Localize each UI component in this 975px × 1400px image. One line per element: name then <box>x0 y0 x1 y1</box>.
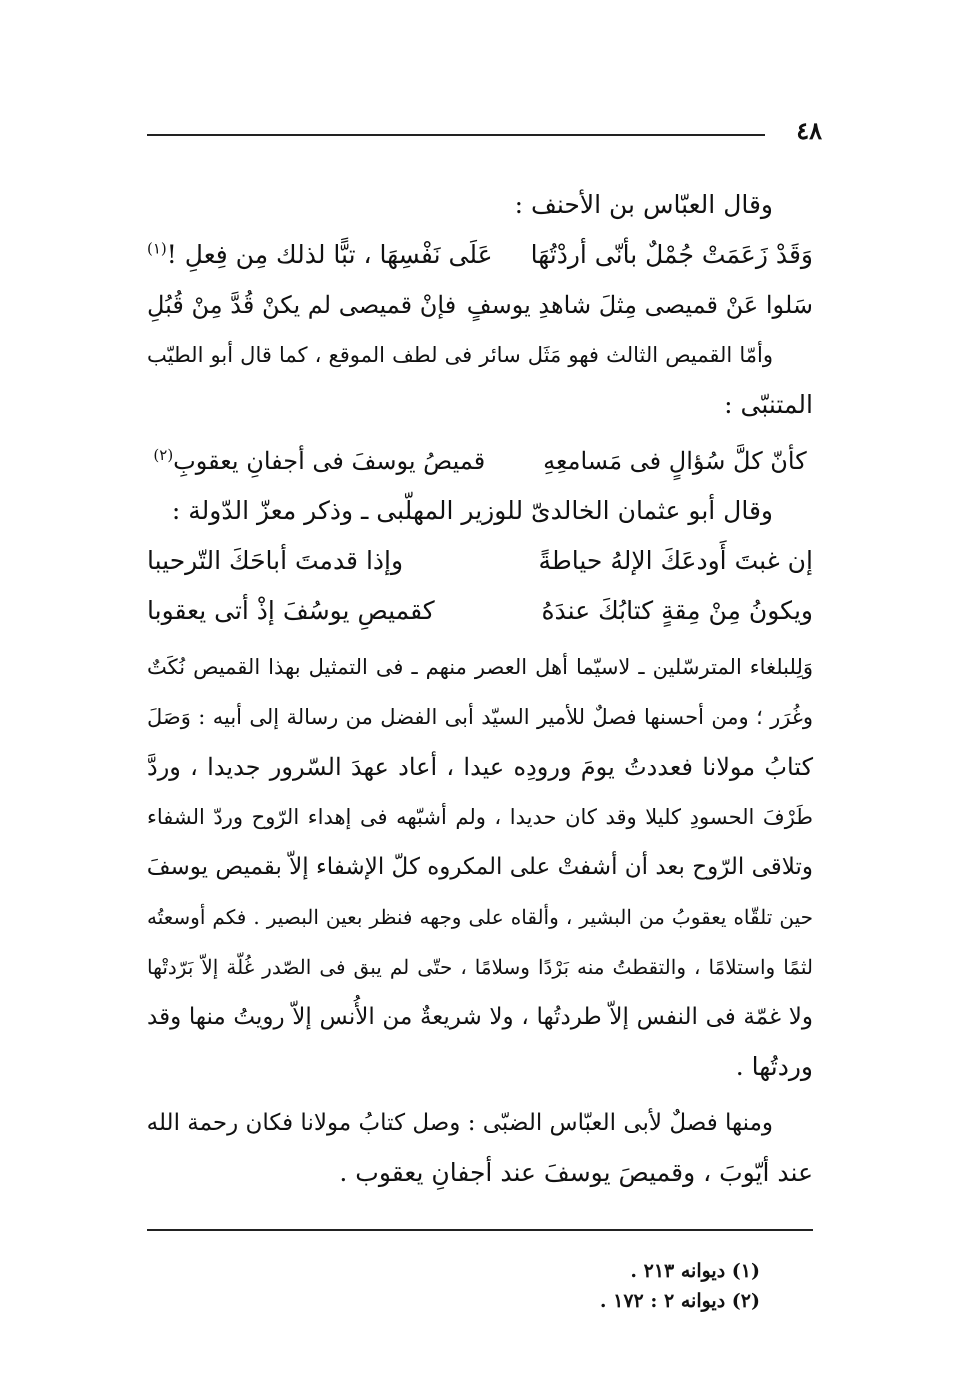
verse-hemistich: فإنْ قميصى لم يكنْ قُدَّ مِنْ قُبُلِ <box>147 291 457 319</box>
verse-text: عَلَى نَفْسِهَا ، تبًّا لذلك مِن فِعلِ ! <box>166 240 493 269</box>
page-number: ٤٨ <box>796 116 822 145</box>
paragraph-line: طَرْفَ الحسودِ كليلا وقد كان حديدا ، ولم أشبّهه فى إهداء الرّوح وردّ الشفاء <box>147 805 813 829</box>
footnotes <box>600 1256 760 1316</box>
page-body <box>147 180 813 1198</box>
footnote-ref: (١) <box>147 239 167 258</box>
footnote: (١) ديوانه ٢١٣ . <box>630 1260 760 1282</box>
verse-hemistich <box>153 436 485 486</box>
paragraph-line: المتنبّى : <box>724 390 813 419</box>
verse-hemistich: سَلوا عَنْ قميصى مِثلَ شاهدِ يوسفٍ <box>466 291 813 319</box>
verse-line <box>147 436 813 486</box>
paragraph-line: عند أيّوبَ ، وقميصَ يوسفَ عند أجفانِ يعقوب . <box>339 1158 813 1187</box>
verse-hemistich: كقميصِ يوسُفَ إذْ أتى يعقوبا <box>147 596 435 625</box>
paragraph-line: وأمّا القميص الثالث فهو مَثَل سائر فى لطف الموقع ، كما قال أبو الطيّب <box>147 343 773 367</box>
paragraph-line: كتابُ مولانا فعددتُ يومَ ورودِه عيدا ، أعاد عهدَ السّرور جديدا ، وردَّ <box>147 753 813 781</box>
footnote-ref: (٢) <box>153 446 174 464</box>
paragraph-line: وردتُها . <box>735 1052 813 1081</box>
verse-line <box>147 586 813 636</box>
paragraph-line: حين تلقّاه يعقوبُ من البشير ، وألقاه على وجهه فنظر بعين البصير . فكم أوسعتُه <box>147 905 813 929</box>
footnote-rule <box>147 1229 813 1231</box>
verse-hemistich: وإذا قدمتَ أباحَكَ التّرحيبا <box>147 546 404 575</box>
paragraph-line: وتلاقى الرّوح بعد أن أشفتْ على المكروه كلّ الإشفاء إلاّ بقميص يوسفَ <box>146 854 813 880</box>
verse-hemistich: ويكونُ مِنْ مِقةٍ كتابُكَ عندَهُ <box>541 596 813 625</box>
verse-hemistich: كأنّ كلَّ سُؤالٍ فى مَسامعِهِ <box>543 447 807 475</box>
paragraph-line: ومنها فصلٌ لأبى العبّاس الضبّى : وصل كتابُ مولانا فكان رحمة الله <box>146 1110 773 1136</box>
verse-intro: وقال أبو عثمان الخالدىّ للوزير المهلّبى ـ وذكر معزّ الدّولة : <box>171 496 773 525</box>
verse-intro: وقال العبّاس بن الأحنف : <box>514 190 773 219</box>
paragraph-line: لثمًا واستلامًا ، والتقطتُ منه بَرْدًا وسلامًا ، حتّى لم يبق فى الصّدر غُلّة إلاّ بَرّدتْها <box>147 955 813 979</box>
verse-hemistich <box>147 230 493 280</box>
verse-line <box>147 536 813 586</box>
verse-hemistich: إن غبتَ أَودعَكَ الإلهُ حياطةً <box>538 546 813 575</box>
verse-line <box>147 230 813 280</box>
footnote: (٢) ديوانه ٢ : ١٧٢ . <box>599 1290 760 1312</box>
verse-text: قميصُ يوسفَ فى أجفانِ يعقوبِ <box>173 447 486 475</box>
header-rule <box>147 134 765 136</box>
verse-line <box>147 280 813 330</box>
paragraph-line: وَلِلبلغاء المترسّلين ـ لاسيّما أهل العصر منهم ـ فى التمثيل بهذا القميص نُكَتٌ <box>147 655 813 679</box>
paragraph-line: وغُرَر ؛ ومن أحسنها فصلٌ للأمير السيّد أبى الفضل من رسالة إلى أبيه : وَصَلَ <box>147 705 813 729</box>
verse-hemistich: وَقَدْ زَعَمَتْ جُمْلٌ بأنّى أردْتُهَا <box>530 240 813 269</box>
paragraph-line: ولا غمّة فى النفس إلاّ طردتُها ، ولا شريعةٌ من الأُنس إلاّ رويتُ منها وقد <box>147 1004 813 1030</box>
